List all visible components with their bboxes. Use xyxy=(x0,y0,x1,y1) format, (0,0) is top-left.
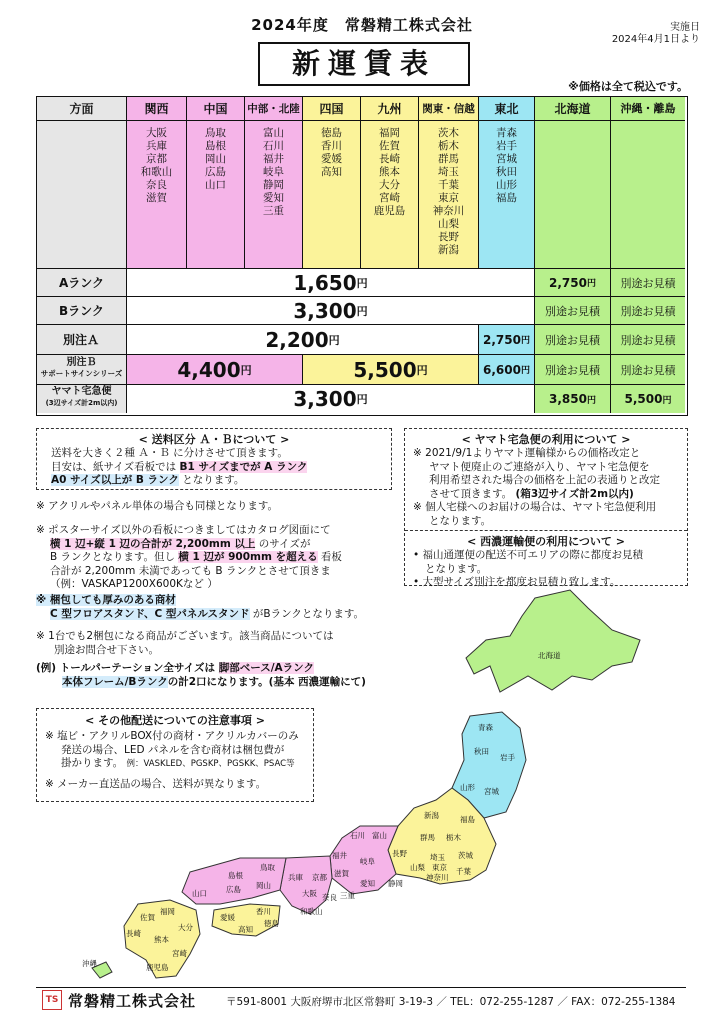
poster-text: 看板 xyxy=(320,551,342,563)
map-label-okinawa: 沖縄 xyxy=(82,959,97,968)
price-value: 2,750 xyxy=(549,275,587,290)
price-value: 5,500 xyxy=(353,357,417,382)
multi-pack-line2: 別途お問合せ下さい。 xyxy=(54,643,159,656)
yen-unit: 円 xyxy=(586,279,596,289)
map-label-niigata: 新潟 xyxy=(424,811,439,820)
map-label-iwate: 岩手 xyxy=(500,753,515,762)
map-label-ibaraki: 茨城 xyxy=(458,851,473,860)
map-label-mie: 三重 xyxy=(340,891,355,900)
yen-unit: 円 xyxy=(662,395,672,406)
yamato-text: させて頂きます。 xyxy=(429,487,513,500)
thick-highlight: ※ 梱包しても厚みのある商材 xyxy=(36,594,176,606)
map-label-kumamoto: 熊本 xyxy=(154,935,169,944)
map-label-osaka: 大阪 xyxy=(302,889,317,898)
price-special-a-hokkaido: 別途お見積 xyxy=(535,325,611,355)
yamato-label: ヤマト宅急便 xyxy=(51,386,112,397)
map-label-hiroshima: 広島 xyxy=(226,885,241,894)
map-label-kagoshima: 鹿児島 xyxy=(146,963,169,972)
map-label-gifu: 岐阜 xyxy=(360,857,375,866)
row-label-a: Aランク xyxy=(37,269,127,297)
rank-note-highlight: B1 サイズまでが A ランク xyxy=(179,460,308,473)
map-label-toyama: 富山 xyxy=(372,831,387,840)
map-label-okayama: 岡山 xyxy=(256,881,271,890)
page-title: 新運賃表 xyxy=(258,42,470,86)
yen-unit: 円 xyxy=(356,304,368,318)
price-b-okinawa: 別途お見積 xyxy=(611,297,685,325)
rank-note-title: < 送料区分 Ａ・Ｂについて > xyxy=(138,433,290,446)
map-label-yamanashi: 山梨 xyxy=(410,863,425,872)
other-note-title: < その他配送についての注意事項 > xyxy=(85,714,265,727)
multi-pack-line1: ※ 1台でも2梱包になる商品がございます。該当商品については xyxy=(36,630,334,642)
price-value: 5,500 xyxy=(624,392,663,406)
price-a-okinawa: 別途お見積 xyxy=(611,269,685,297)
map-label-kanagawa: 神奈川 xyxy=(426,873,449,882)
price-special-a-okinawa: 別途お見積 xyxy=(611,325,685,355)
yamato-line6: となります。 xyxy=(429,514,492,527)
seino-line3: • 大型サイズ別注を都度お見積り致します。 xyxy=(413,576,621,588)
map-label-ehime: 愛媛 xyxy=(220,913,235,922)
example-text: (例) トールパーテーション全サイズは xyxy=(36,662,216,674)
price-value: 3,850 xyxy=(549,392,587,406)
poster-highlight: 横 1 辺が 900mm を超える xyxy=(178,551,318,563)
map-label-ishikawa: 石川 xyxy=(350,831,365,840)
yamato-line5: ※ 個人宅様へのお届けの場合は、ヤマト宅急便利用 xyxy=(413,501,657,513)
map-label-nagasaki: 長崎 xyxy=(126,929,141,938)
price-value: 6,600 xyxy=(483,362,521,377)
yen-unit: 円 xyxy=(586,395,596,406)
map-label-akita: 秋田 xyxy=(474,747,489,756)
footer-company: 常磐精工株式会社 xyxy=(68,992,197,1010)
map-label-kyoto: 京都 xyxy=(312,873,327,882)
yen-unit: 円 xyxy=(240,363,252,377)
col-header-hokkaido: 北海道 xyxy=(535,97,611,121)
map-region-hokkaido xyxy=(466,590,640,692)
col-header-kanto: 関東・信越 xyxy=(419,97,479,121)
yen-unit: 円 xyxy=(520,366,530,376)
row-label-special-a: 別注Ａ xyxy=(37,325,127,355)
col-header-chubu: 中部・北陸 xyxy=(245,97,303,121)
tax-note: ※価格は全て税込です。 xyxy=(568,80,688,93)
yen-unit: 円 xyxy=(356,393,368,406)
thick-text: がBランクとなります。 xyxy=(252,607,365,620)
pref-list-tohoku: 青森 岩手 宮城 秋田 山形 福島 xyxy=(479,121,535,269)
col-header-okinawa: 沖縄・離島 xyxy=(611,97,685,121)
pref-list-chubu: 富山 石川 福井 岐阜 静岡 愛知 三重 xyxy=(245,121,303,269)
map-label-tochigi: 栃木 xyxy=(446,833,461,842)
rank-note-text: 目安は、紙サイズ看板では xyxy=(51,460,177,473)
price-value: 3,300 xyxy=(293,298,357,323)
price-value: 1,650 xyxy=(293,270,357,295)
yamato-line2: ヤマト便廃止のご連絡が入り、ヤマト宅急便を xyxy=(429,460,650,473)
map-label-aichi: 愛知 xyxy=(360,879,375,888)
map-label-kagawa: 香川 xyxy=(256,907,271,916)
map-label-yamaguchi: 山口 xyxy=(192,889,207,898)
col-header-kansai: 関西 xyxy=(127,97,187,121)
col-header-area: 方面 xyxy=(37,97,127,121)
map-label-nagano: 長野 xyxy=(392,849,407,858)
other-line4: ※ メーカー直送品の場合、送料が異なります。 xyxy=(45,777,267,790)
footer-divider xyxy=(36,987,686,988)
other-example: 例：VASKLED、PGSKP、PGSKK、PSAC等 xyxy=(126,759,295,769)
map-label-saga: 佐賀 xyxy=(140,913,155,922)
yamato-line3: 利用希望された場合の価格を上記の表通りと改定 xyxy=(429,474,660,486)
header-company: 2024年度 常磐精工株式会社 xyxy=(251,16,473,34)
price-value: 3,300 xyxy=(293,387,357,411)
map-label-shimane: 島根 xyxy=(228,871,243,880)
pref-list-chugoku: 鳥取 島根 岡山 広島 山口 xyxy=(187,121,245,269)
col-header-kyushu: 九州 xyxy=(361,97,419,121)
other-line2: 発送の場合、LED パネルを含む商材は梱包費が xyxy=(61,743,285,756)
seino-line1: • 福山通運便の配送不可エリアの際に都度お見積 xyxy=(413,549,644,561)
other-line1: ※ 塩ビ・アクリルBOX付の商材・アクリルカバーのみ xyxy=(45,730,299,742)
date-label: 実施日 xyxy=(670,22,700,33)
yamato-sublabel: (3辺サイズ計2m以内) xyxy=(45,399,118,407)
rank-note-highlight: A0 サイズ以上が B ランク xyxy=(51,474,179,486)
pref-list-kyushu: 福岡 佐賀 長崎 熊本 大分 宮崎 鹿児島 xyxy=(361,121,419,269)
map-label-chiba: 千葉 xyxy=(456,867,471,876)
map-label-tokushima: 徳島 xyxy=(264,919,279,928)
thick-highlight: C 型フロアスタンド、C 型パネルスタンド xyxy=(50,607,250,620)
price-value: 2,200 xyxy=(265,327,329,352)
poster-highlight: 横 1 辺+縦 1 辺の合計が 2,200mm 以上 xyxy=(50,537,256,550)
seino-note-title: < 西濃運輸便の利用について > xyxy=(467,535,625,548)
price-value: 2,750 xyxy=(483,332,521,347)
pref-list-kanto: 茨木 栃木 群馬 埼玉 千葉 東京 神奈川 山梨 長野 新潟 xyxy=(419,121,479,269)
price-value: 4,400 xyxy=(177,357,241,382)
special-b-label: 別注Ｂ xyxy=(66,357,97,368)
poster-text: のサイズが xyxy=(258,537,311,550)
rank-note-line1: 送料を大きく２種 Ａ・Ｂ に分けさせて頂きます。 xyxy=(51,447,288,459)
yen-unit: 円 xyxy=(328,333,340,347)
map-label-hyogo: 兵庫 xyxy=(288,873,303,882)
map-label-miyazaki: 宮崎 xyxy=(172,949,187,958)
map-label-shiga: 滋賀 xyxy=(334,869,349,878)
date-value: 2024年4月1日より xyxy=(611,34,700,45)
seino-line2: となります。 xyxy=(425,562,488,575)
example-highlight: 本体フレーム/Bランク xyxy=(62,675,168,688)
map-label-wakayama: 和歌山 xyxy=(300,907,323,916)
price-special-b-okinawa: 別途お見積 xyxy=(611,355,685,385)
map-label-tottori: 鳥取 xyxy=(260,863,275,872)
row-label-b: Bランク xyxy=(37,297,127,325)
special-b-sublabel: サポートサインシリーズ xyxy=(40,369,123,378)
map-label-tokyo: 東京 xyxy=(432,863,447,872)
map-label-fukui: 福井 xyxy=(332,851,347,860)
map-label-kochi: 高知 xyxy=(238,925,253,934)
yen-unit: 円 xyxy=(520,336,530,346)
yamato-note-title: < ヤマト宅急便の利用について > xyxy=(461,433,631,446)
yen-unit: 円 xyxy=(356,276,368,290)
example-text: の計2口になります。(基本 西濃運輸にて) xyxy=(167,675,366,688)
map-label-aomori: 青森 xyxy=(478,723,493,732)
map-label-miyagi: 宮城 xyxy=(484,787,499,796)
map-label-shizuoka: 静岡 xyxy=(388,879,403,888)
price-b-hokkaido: 別途お見積 xyxy=(535,297,611,325)
poster-line5: （例：VASKAP1200X600Kなど ） xyxy=(50,578,218,590)
yamato-line1: ※ 2021/9/1よりヤマト運輸様からの価格改定と xyxy=(413,447,641,459)
map-label-gunma: 群馬 xyxy=(420,833,435,842)
map-label-nara: 奈良 xyxy=(322,893,337,902)
company-logo: TS xyxy=(42,990,62,1010)
pref-list-kansai: 大阪 兵庫 京都 和歌山 奈良 滋賀 xyxy=(127,121,187,269)
map-label-oita: 大分 xyxy=(178,923,193,932)
rank-note-text: となります。 xyxy=(182,474,245,486)
other-text: 掛かります。 xyxy=(61,757,124,769)
poster-line4: 合計が 2,200mm 未満であっても B ランクとさせて頂きま xyxy=(50,564,331,577)
map-label-saitama: 埼玉 xyxy=(430,853,445,862)
footer-address: 〒591-8001 大阪府堺市北区常磐町 3-19-3 ／ TEL：072-255-1287 ／ FAX：072-255-1384 xyxy=(226,996,676,1008)
col-header-shikoku: 四国 xyxy=(303,97,361,121)
map-label-fukuoka: 福岡 xyxy=(160,907,175,916)
note-acrylic: ※ アクリルやパネル単体の場合も同様となります。 xyxy=(36,500,278,512)
map-label-yamagata: 山形 xyxy=(460,783,475,792)
example-highlight: 脚部ベース/Aランク xyxy=(218,662,314,674)
poster-line1: ※ ポスターサイズ以外の看板につきましてはカタログ図面にて xyxy=(36,524,331,536)
yamato-size: (箱3辺サイズ計2m以内) xyxy=(515,487,634,500)
map-label-hokkaido: 北海道 xyxy=(538,651,561,660)
price-special-b-hokkaido: 別途お見積 xyxy=(535,355,611,385)
yen-unit: 円 xyxy=(416,363,428,377)
pref-list-shikoku: 徳島 香川 愛媛 高知 xyxy=(303,121,361,269)
col-header-chugoku: 中国 xyxy=(187,97,245,121)
col-header-tohoku: 東北 xyxy=(479,97,535,121)
poster-text: B ランクとなります。但し xyxy=(50,551,175,563)
map-label-fukushima: 福島 xyxy=(460,815,475,824)
